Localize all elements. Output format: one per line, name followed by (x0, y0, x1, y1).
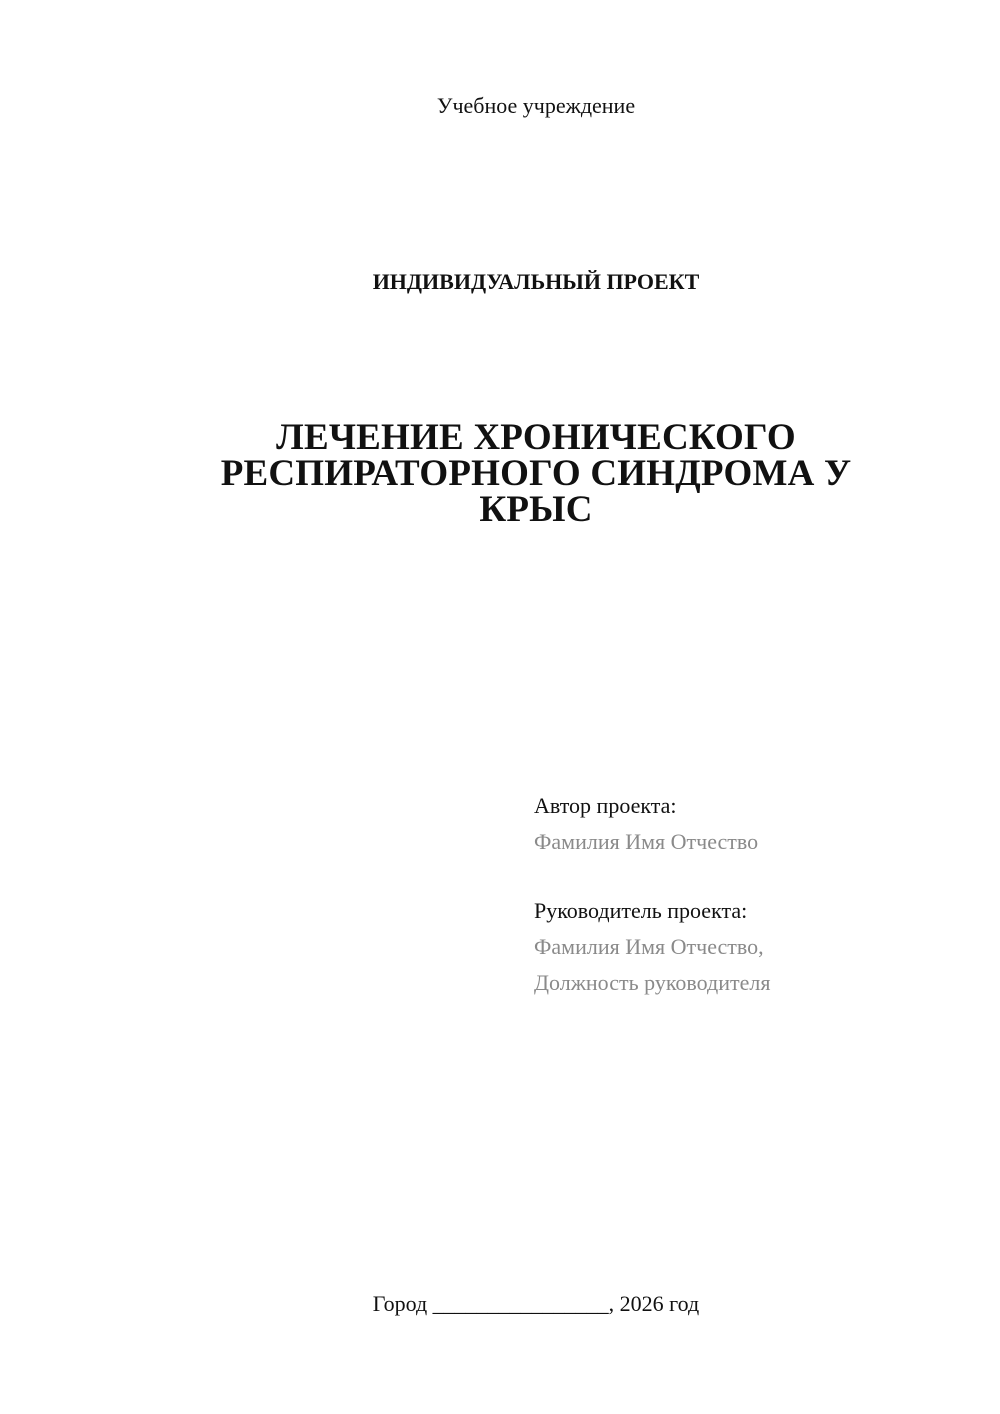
title-line-1: ЛЕЧЕНИЕ ХРОНИЧЕСКОГО (276, 417, 796, 458)
city-year-line: Город ________________, 2026 год (372, 1291, 700, 1316)
project-info-block (534, 788, 974, 1001)
info-spacer (534, 860, 974, 893)
title-line-3: КРЫС (479, 489, 593, 530)
supervisor-label: Руководитель проекта: (534, 898, 748, 923)
supervisor-name-placeholder: Фамилия Имя Отчество, (534, 934, 764, 959)
supervisor-position-placeholder: Должность руководителя (534, 970, 771, 995)
document-type-heading: ИНДИВИДУАЛЬНЫЙ ПРОЕКТ (372, 269, 700, 294)
institution-name: Учебное учреждение (436, 93, 636, 118)
title-line-2: РЕСПИРАТОРНОГО СИНДРОМА У (220, 453, 852, 494)
author-name-placeholder: Фамилия Имя Отчество (534, 829, 759, 854)
document-title (130, 417, 942, 530)
author-label: Автор проекта: (534, 793, 677, 818)
